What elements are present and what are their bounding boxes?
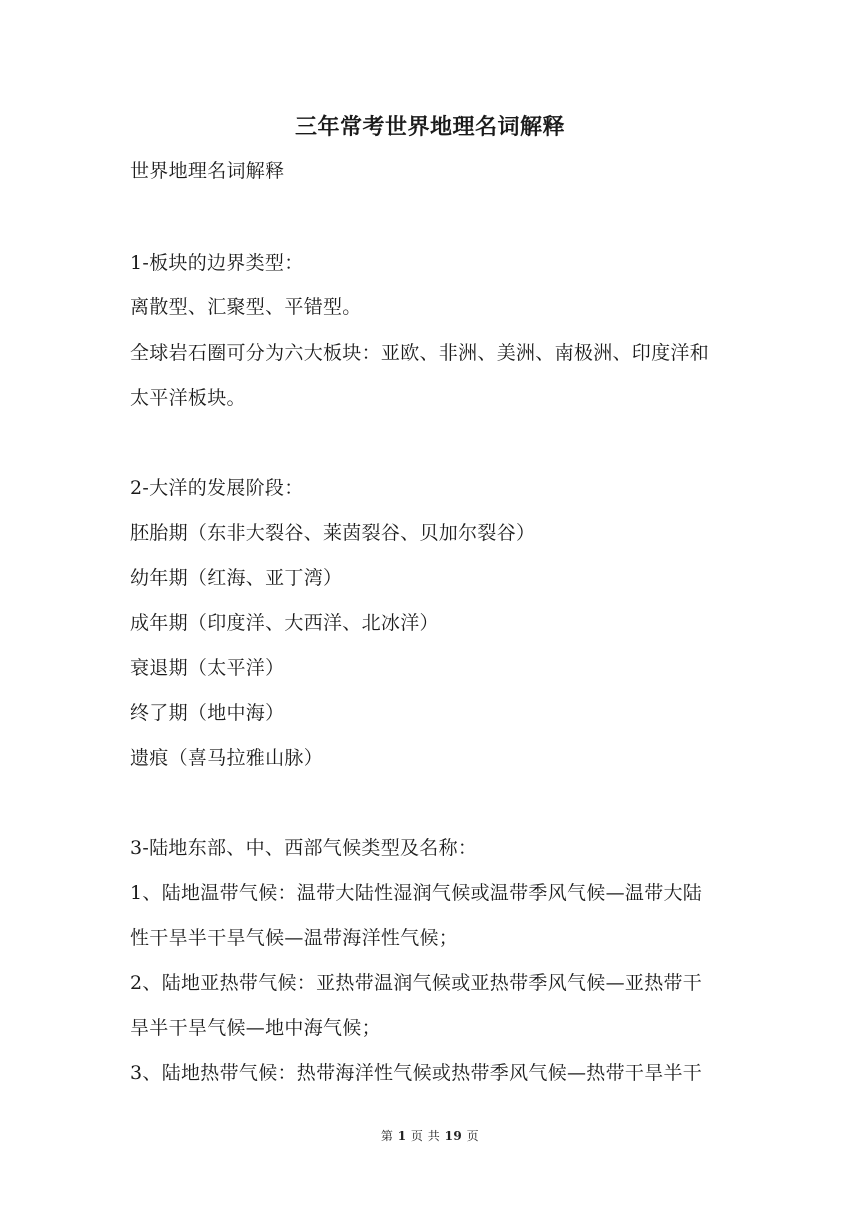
- document-title: 三年常考世界地理名词解释: [294, 114, 565, 140]
- section-3-heading: 3-陆地东部、中、西部气候类型及名称：: [130, 837, 478, 859]
- footer-prefix: 第: [380, 1129, 394, 1143]
- section-2-line: 幼年期（红海、亚丁湾）: [130, 567, 343, 589]
- footer-total-pages: 19: [444, 1129, 463, 1143]
- section-3-line: 3、陆地热带气候：热带海洋性气候或热带季风气候—热带干旱半干: [130, 1062, 703, 1084]
- footer-page-number: 1: [397, 1129, 407, 1143]
- section-3-line: 旱半干旱气候—地中海气候；: [130, 1017, 381, 1039]
- section-2-line: 遗痕（喜马拉雅山脉）: [130, 747, 324, 769]
- section-2-line: 胚胎期（东非大裂谷、莱茵裂谷、贝加尔裂谷）: [130, 522, 536, 544]
- footer-suffix: 页: [466, 1129, 480, 1143]
- section-2-line: 终了期（地中海）: [130, 702, 285, 724]
- section-2-line: 衰退期（太平洋）: [130, 657, 285, 679]
- section-1-line: 离散型、汇聚型、平错型。: [130, 296, 362, 318]
- page-footer: [0, 1128, 860, 1144]
- footer-middle: 页 共: [410, 1129, 441, 1143]
- section-2-line: 成年期（印度洋、大西洋、北冰洋）: [130, 612, 439, 634]
- section-1-heading: 1-板块的边界类型：: [130, 252, 304, 274]
- section-1-line: 太平洋板块。: [130, 387, 246, 409]
- section-3-line: 性干旱半干旱气候—温带海洋性气候；: [130, 927, 459, 949]
- section-2-heading: 2-大洋的发展阶段：: [130, 477, 304, 499]
- section-1-line: 全球岩石圈可分为六大板块：亚欧、非洲、美洲、南极洲、印度洋和: [130, 342, 710, 364]
- document-subtitle: 世界地理名词解释: [130, 160, 285, 182]
- section-3-line: 2、陆地亚热带气候：亚热带温润气候或亚热带季风气候—亚热带干: [130, 972, 703, 994]
- section-3-line: 1、陆地温带气候：温带大陆性湿润气候或温带季风气候—温带大陆: [130, 882, 703, 904]
